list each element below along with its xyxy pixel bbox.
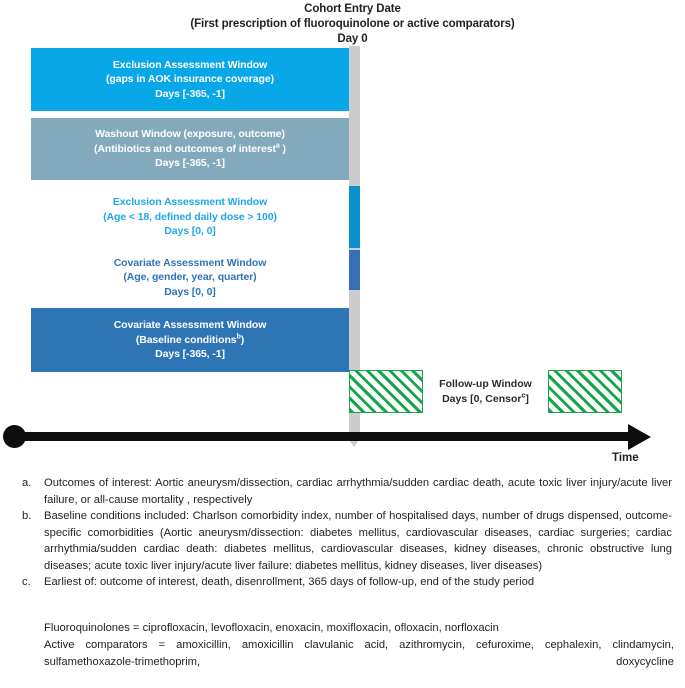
window-subtitle bbox=[31, 333, 349, 348]
footnote-text: Earliest of: outcome of interest, death, disenrollment, 365 days of follow-up, end of the study period bbox=[44, 576, 535, 588]
footnote-ref-c: c bbox=[521, 391, 526, 400]
window-days: Days [-365, -1] bbox=[155, 348, 225, 361]
window-title: Covariate Assessment Window bbox=[113, 319, 267, 332]
window-washout bbox=[31, 118, 349, 180]
header-line-1: Cohort Entry Date bbox=[304, 3, 401, 15]
footnote-text: Baseline conditions included: Charlson comorbidity index, number of hospitalised days, number of drugs dispensed, outcome-specific comorbidities (Aortic aneurysm/dissection: diabetes mellitus, cardiovascular diseases, cardiac surgeries; cardiac arrhythmia/sudden cardiac death: diabetes mellitus, cardiovascular diseases, kidney diseases, chronic obstructive lung diseases; acute toxic liver injury/acute liver failure: diabetes mellitus, kidney diseases, liver diseases) bbox=[44, 510, 672, 572]
footnote-marker: a. bbox=[22, 477, 32, 489]
window-exclusion-assessment-age-dose bbox=[31, 186, 349, 248]
window-days-text: Days [0, Censor bbox=[442, 393, 522, 405]
legend-active-comparators: Active comparators = amoxicillin, amoxicillin clavulanic acid, azithromycin, cefuroxime, cephalexin, clindamycin, sulfamethoxazole-trimethoprim, doxycycline bbox=[44, 639, 674, 668]
window-covariate-assessment-demographics bbox=[31, 250, 349, 305]
window-title: Follow-up Window bbox=[439, 378, 532, 390]
window-days bbox=[423, 392, 548, 407]
window-subtitle-tail: ) bbox=[279, 142, 286, 155]
window-subtitle-text: (Antibiotics and outcomes of interest bbox=[94, 142, 276, 155]
window-title: Covariate Assessment Window bbox=[113, 256, 267, 269]
window-subtitle: (Age < 18, defined daily dose > 100) bbox=[103, 210, 277, 223]
window-days: Days [0, 0] bbox=[164, 225, 216, 238]
window-subtitle bbox=[31, 142, 349, 157]
footnote-marker: b. bbox=[22, 510, 32, 522]
timeline-arrowhead-icon bbox=[628, 424, 651, 450]
header-line-2: (First prescription of fluoroquinolone or active comparators) bbox=[190, 18, 515, 30]
legend-fluoroquinolones: Fluoroquinolones = ciprofloxacin, levofloxacin, enoxacin, moxifloxacin, ofloxacin, norfloxacin bbox=[44, 622, 499, 634]
footnote-ref-b: b bbox=[236, 332, 241, 341]
window-follow-up bbox=[423, 372, 548, 412]
header-line-3-day-zero: Day 0 bbox=[337, 33, 368, 45]
footnote-item-a bbox=[22, 475, 672, 508]
window-days-tail: ] bbox=[525, 393, 529, 405]
footnote-text: Outcomes of interest: Aortic aneurysm/dissection, cardiac arrhythmia/sudden cardiac death, acute toxic liver injury/acute liver failure, or all-cause mortality , respectively bbox=[44, 477, 672, 506]
window-subtitle: (Age, gender, year, quarter) bbox=[123, 271, 257, 284]
window-days: Days [-365, -1] bbox=[155, 87, 225, 100]
window-exclusion-assessment-insurance bbox=[31, 48, 349, 111]
day-zero-tick-covariate-assessment bbox=[349, 250, 360, 290]
day-zero-tick-exclusion-assessment bbox=[349, 186, 360, 248]
footnote-item-b bbox=[22, 508, 672, 574]
drug-legend bbox=[44, 620, 674, 688]
window-subtitle-tail: ) bbox=[240, 333, 245, 346]
window-title: Exclusion Assessment Window bbox=[112, 58, 268, 71]
footnote-ref-a: a bbox=[275, 141, 280, 150]
footnotes-list bbox=[22, 475, 672, 591]
window-covariate-assessment-baseline bbox=[31, 308, 349, 372]
window-subtitle: (gaps in AOK insurance coverage) bbox=[106, 73, 274, 86]
followup-hatch-box-left bbox=[349, 370, 423, 413]
footnote-item-c bbox=[22, 574, 672, 591]
window-days: Days [0, 0] bbox=[164, 285, 216, 298]
window-subtitle-text: (Baseline conditions bbox=[135, 333, 237, 346]
timeline-axis-line bbox=[21, 432, 630, 441]
footnote-marker: c. bbox=[22, 576, 31, 588]
window-title: Washout Window (exposure, outcome) bbox=[95, 128, 285, 141]
window-days: Days [-365, -1] bbox=[155, 157, 225, 170]
followup-hatch-box-right bbox=[548, 370, 622, 413]
timeline-axis-label: Time bbox=[612, 452, 639, 464]
window-title: Exclusion Assessment Window bbox=[112, 196, 268, 209]
